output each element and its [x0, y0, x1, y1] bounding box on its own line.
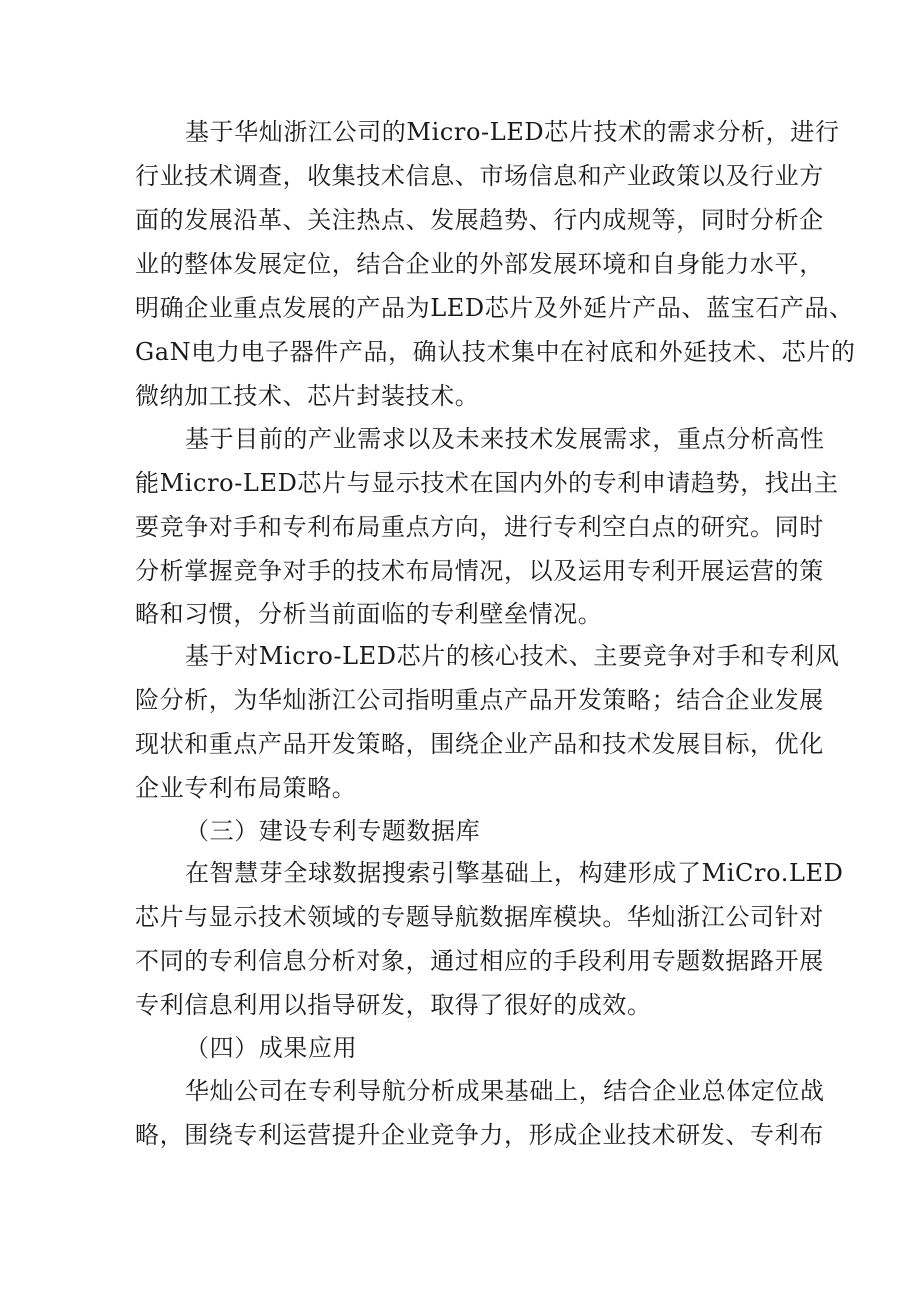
paragraph-4-line-3: 不同的专利信息分析对象，通过相应的手段利用专题数据路开展: [135, 947, 824, 975]
paragraph-3-line-4: 企业专利布局策略。: [135, 774, 357, 802]
paragraph-1-line-4: 业的整体发展定位，结合企业的外部发展环境和自身能力水平，: [135, 250, 824, 278]
paragraph-1-line-3: 面的发展沿革、关注热点、发展趋势、行内成规等，同时分析企: [135, 206, 824, 234]
paragraph-4-line-2: 芯片与显示技术领域的专题导航数据库模块。华灿浙江公司针对: [135, 903, 824, 931]
paragraph-1-line-1: 基于华灿浙江公司的Micro-LED芯片技术的需求分析，进行: [185, 118, 840, 146]
paragraph-3-line-1: 基于对Micro-LED芯片的核心技术、主要竞争对手和专利风: [185, 642, 840, 670]
paragraph-5-line-2: 略，围绕专利运营提升企业竞争力，形成企业技术研发、专利布: [135, 1121, 824, 1149]
paragraph-3-line-3: 现状和重点产品开发策略，围绕企业产品和技术发展目标，优化: [135, 730, 824, 758]
paragraph-1-line-6: GaN电力电子器件产品，确认技术集中在衬底和外延技术、芯片的: [135, 338, 856, 366]
paragraph-2-line-2: 能Micro-LED芯片与显示技术在国内外的专利申请趋势，找出主: [135, 469, 839, 497]
paragraph-2-line-5: 略和习惯，分析当前面临的专利壁垒情况。: [135, 600, 603, 628]
paragraph-1-line-2: 行业技术调查，收集技术信息、市场信息和产业政策以及行业方: [135, 162, 824, 190]
paragraph-4-line-1: 在智慧芽全球数据搜索引擎基础上，构建形成了MiCro.LED: [185, 859, 844, 887]
paragraph-4-line-4: 专利信息利用以指导研发，取得了很好的成效。: [135, 991, 652, 1019]
paragraph-1-line-5: 明确企业重点发展的产品为LED芯片及外延片产品、蓝宝石产品、: [135, 294, 854, 322]
paragraph-2-line-3: 要竞争对手和专利布局重点方向，进行专利空白点的研究。同时: [135, 513, 824, 541]
paragraph-3-line-2: 险分析，为华灿浙江公司指明重点产品开发策略；结合企业发展: [135, 686, 824, 714]
section-heading-4: （四）成果应用: [185, 1034, 358, 1062]
paragraph-5-line-1: 华灿公司在专利导航分析成果基础上，结合企业总体定位战: [185, 1077, 825, 1105]
paragraph-2-line-1: 基于目前的产业需求以及未来技术发展需求，重点分析高性: [185, 425, 825, 453]
section-heading-3: （三）建设专利专题数据库: [185, 817, 481, 845]
paragraph-2-line-4: 分析掌握竞争对手的技术布局情况，以及运用专利开展运营的策: [135, 557, 824, 585]
paragraph-1-line-7: 微纳加工技术、芯片封装技术。: [135, 382, 480, 410]
